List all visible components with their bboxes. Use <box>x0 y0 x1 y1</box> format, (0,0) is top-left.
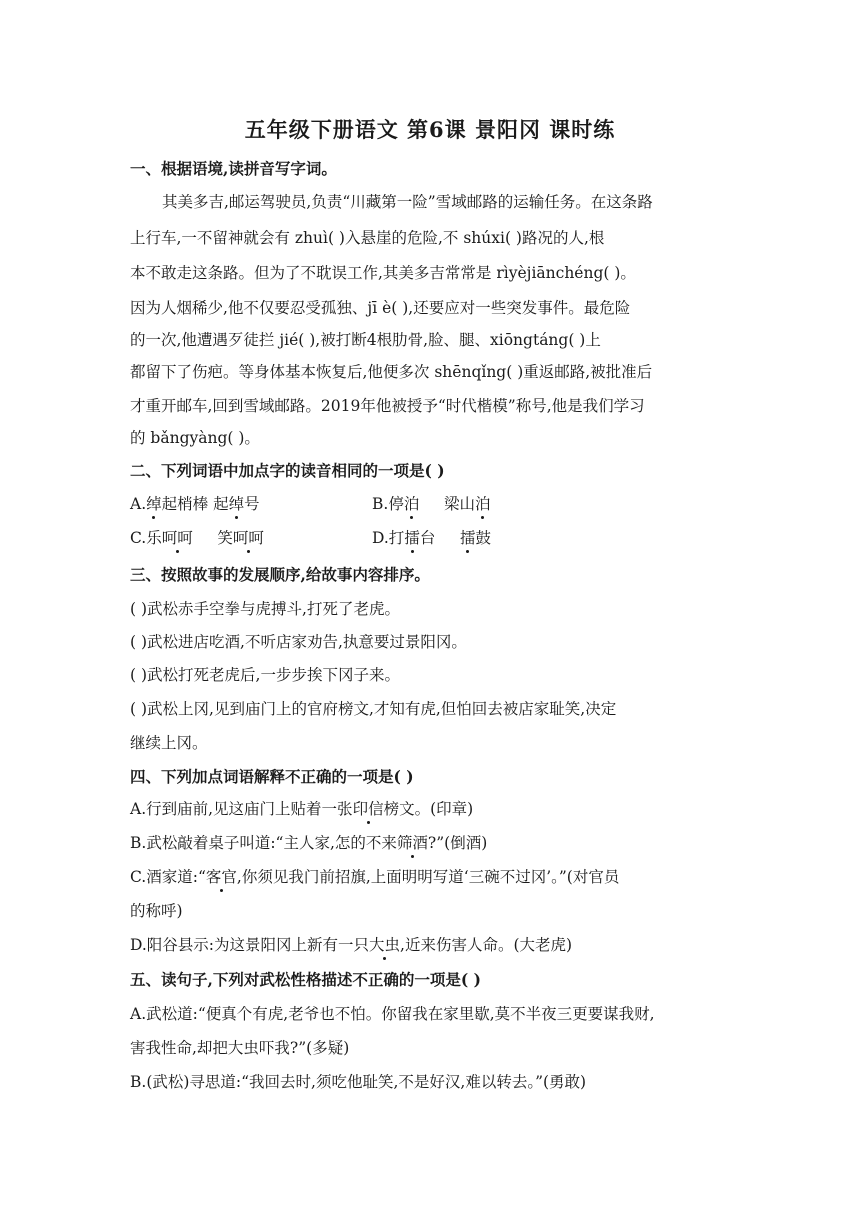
s2-c-dotted-char: 呵呵 <box>233 526 264 548</box>
s4-option-d <box>130 933 572 955</box>
section-5-heading: 五、读句子,下列对武松性格描述不正确的一项是( ) <box>130 970 481 989</box>
s2-b-dotted-char: 泊 <box>475 492 491 514</box>
s2-option-d <box>372 526 491 548</box>
s4-option-c-cont: 的称呼) <box>130 902 183 920</box>
s4-d-word: 大虫 <box>369 936 401 954</box>
s1-line-2: 上行车,一不留神就会有 zhuì( )入悬崖的危险,不 shúxi( )路况的人,根 <box>130 229 605 247</box>
s4-b-dotted-word <box>397 831 428 853</box>
s2-d-text: 台 <box>419 529 460 547</box>
s2-c-text: C.乐 <box>130 529 162 547</box>
s4-b-text: ?”(倒酒) <box>427 834 488 852</box>
s4-c-word: 客官 <box>205 868 237 886</box>
s1-line-3: 本不敢走这条路。但为了不耽误工作,其美多吉常常是 rìyèjiānchéng( )。 <box>130 264 636 282</box>
s4-d-text: D.阳谷县示:为这景阳冈上新有一只 <box>130 936 370 954</box>
section-3-heading: 三、按照故事的发展顺序,给故事内容排序。 <box>130 565 430 584</box>
s3-item-1: ( )武松赤手空拳与虎搏斗,打死了老虎。 <box>130 600 400 618</box>
s4-c-dotted-word <box>206 865 237 887</box>
s3-item-4: ( )武松上冈,见到庙门上的官府榜文,才知有虎,但怕回去被店家耻笑,决定 <box>130 700 617 718</box>
s2-b-text: 梁山 <box>419 495 475 513</box>
s2-c-dotted-char: 呵呵 <box>162 526 193 548</box>
s3-item-3: ( )武松打死老虎后,一步步挨下冈子来。 <box>130 666 400 684</box>
s4-a-dotted-word <box>353 797 384 819</box>
s1-line-7: 才重开邮车,回到雪域邮路。2019年他被授予“时代楷模”称号,他是我们学习 <box>130 397 645 415</box>
s4-option-b <box>130 831 487 853</box>
s4-b-word: 筛酒 <box>396 834 428 852</box>
page-title: 五年级下册语文 第6课 景阳冈 课时练 <box>244 117 616 142</box>
s5-option-a-cont: 害我性命,却把大虫吓我?”(多疑) <box>130 1039 350 1057</box>
s1-line-5: 的一次,他遭遇歹徒拦 jié( ),被打断4根肋骨,脸、腿、xiōngtáng( )上 <box>130 331 601 349</box>
s4-d-text: ,近来伤害人命。(大老虎) <box>400 936 573 954</box>
s2-a-dotted-char: 绰 <box>146 492 162 514</box>
s2-d-text: D.打 <box>372 529 405 547</box>
s2-option-a <box>130 492 260 514</box>
s1-line-1: 其美多吉,邮运驾驶员,负责“川藏第一险”雪域邮路的运输任务。在这条路 <box>162 193 653 211</box>
s4-d-dotted-word <box>369 933 400 955</box>
section-4-heading: 四、下列加点词语解释不正确的一项是( ) <box>130 767 414 786</box>
s5-option-b: B.(武松)寻思道:“我回去时,须吃他耻笑,不是好汉,难以转去。”(勇敢) <box>130 1073 587 1091</box>
section-1-heading: 一、根据语境,读拼音写字词。 <box>130 159 337 178</box>
s4-b-text: B.武松敲着桌子叫道:“主人家,怎的不来 <box>130 834 397 852</box>
s3-item-2: ( )武松进店吃酒,不听店家劝告,执意要过景阳冈。 <box>130 633 467 651</box>
s2-a-dotted-char: 绰 <box>229 492 245 514</box>
s2-a-text: 号 <box>244 495 260 513</box>
s2-d-dotted-char: 擂 <box>404 526 420 548</box>
s5-option-a: A.武松道:“便真个有虎,老爷也不怕。你留我在家里歇,莫不半夜三更要谋我财, <box>130 1005 655 1023</box>
s2-a-text: A. <box>130 495 147 513</box>
s4-a-text: 榜文。(印章) <box>383 800 474 818</box>
s2-option-c <box>130 526 264 548</box>
s4-c-text: ,你须见我门前招旗,上面明明写道‘三碗不过冈’。”(对官员 <box>236 868 620 886</box>
s4-option-c <box>130 865 619 887</box>
s1-line-8: 的 bǎngyàng( )。 <box>130 429 260 447</box>
s2-a-text: 起梢棒 起 <box>161 495 229 513</box>
s4-c-text: C.酒家道:“ <box>130 868 206 886</box>
s2-b-text: B.停 <box>372 495 404 513</box>
s2-b-dotted-char: 泊 <box>404 492 420 514</box>
s2-d-text: 鼓 <box>475 529 491 547</box>
s1-line-6: 都留下了伤疤。等身体基本恢复后,他便多次 shēnqǐng( )重返邮路,被批准后 <box>130 363 653 381</box>
s4-a-text: A.行到庙前,见这庙门上贴着一张 <box>130 800 353 818</box>
section-2-heading: 二、下列词语中加点字的读音相同的一项是( ) <box>130 461 445 480</box>
s2-d-dotted-char: 擂 <box>460 526 476 548</box>
s2-option-b <box>372 492 491 514</box>
s1-line-4: 因为人烟稀少,他不仅要忍受孤独、jī è( ),还要应对一些突发事件。最危险 <box>130 299 631 317</box>
s2-c-text: 笑 <box>192 529 233 547</box>
s4-a-word: 印信 <box>352 800 384 818</box>
s4-option-a <box>130 797 473 819</box>
s3-item-4-cont: 继续上冈。 <box>130 734 208 752</box>
